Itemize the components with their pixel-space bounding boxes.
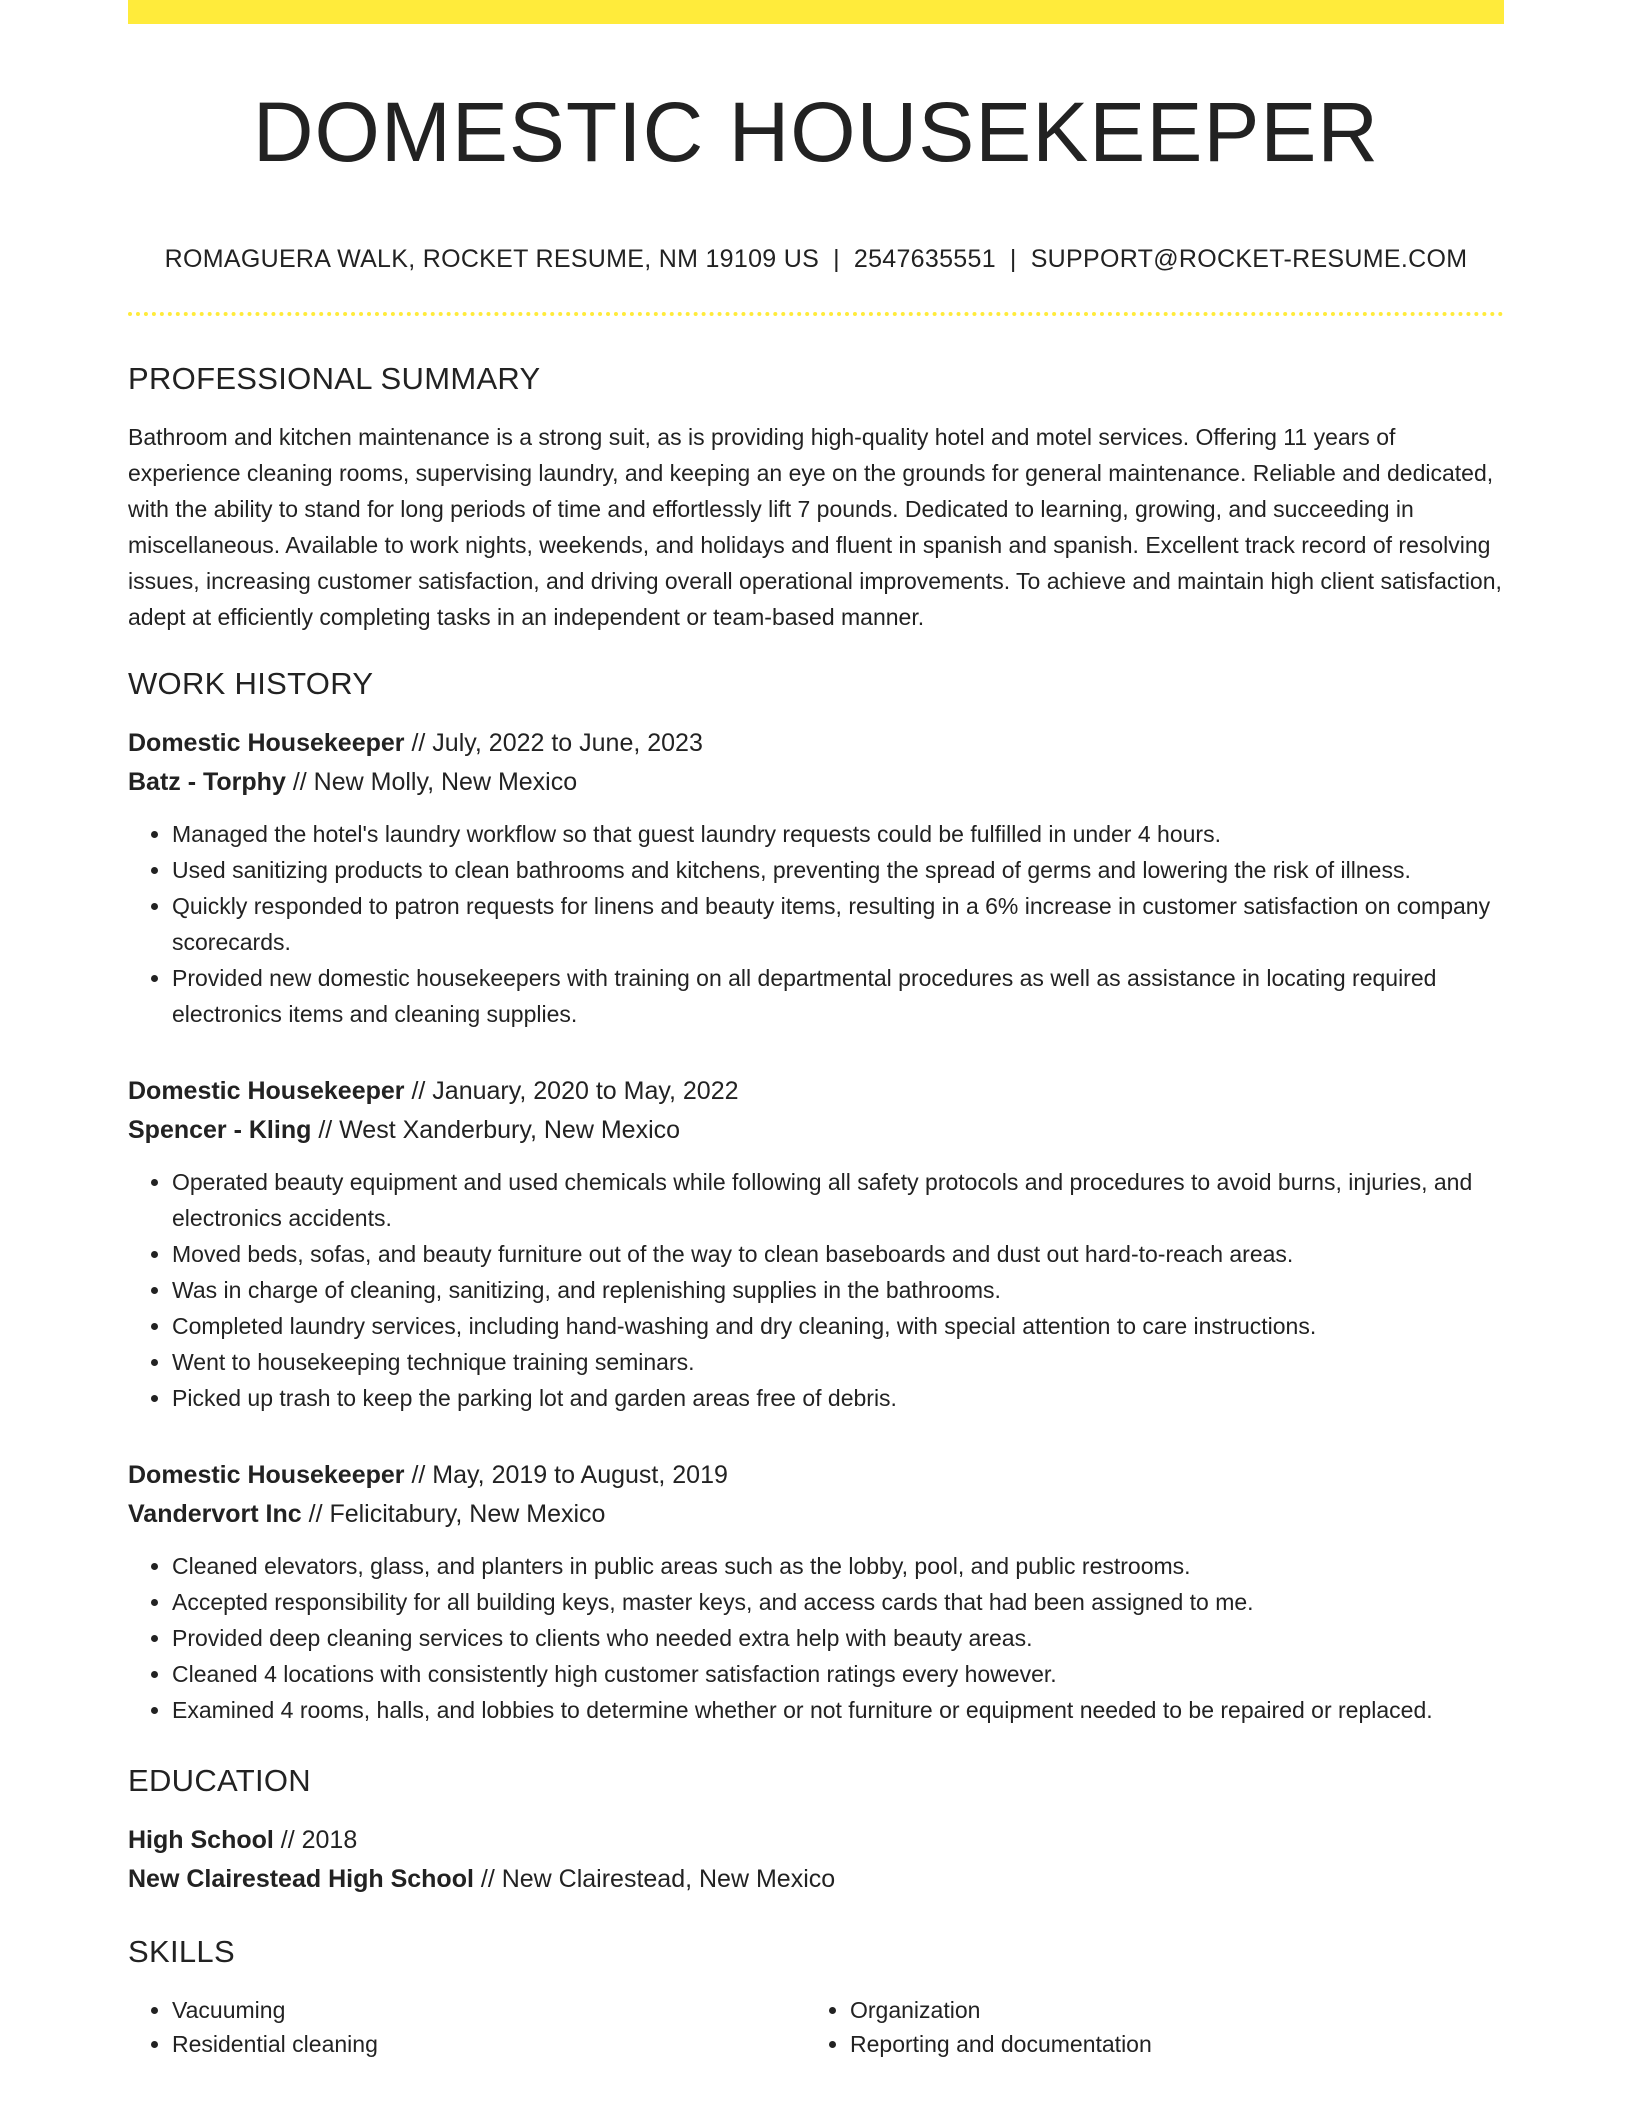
- job-company-line: [128, 1111, 1504, 1150]
- job-company: Spencer - Kling: [128, 1116, 312, 1145]
- job-location: // Felicitabury, New Mexico: [301, 1500, 606, 1529]
- job-title-line: [128, 724, 1504, 763]
- education-degree-line: [128, 1821, 1504, 1860]
- top-accent-bar: [128, 0, 1504, 24]
- skill-item: • Reporting and documentation: [850, 2027, 1484, 2061]
- education-location: // New Clairestead, New Mexico: [473, 1865, 836, 1894]
- job-bullet: • Quickly responded to patron requests for linens and beauty items, resulting in a 6% increase in customer satisfaction on company scorecards.: [172, 888, 1504, 960]
- education-degree: High School: [128, 1826, 274, 1855]
- job-company: Vandervort Inc: [128, 1500, 302, 1529]
- work-history-list: [128, 724, 1504, 1728]
- job-entry: [128, 1456, 1504, 1728]
- job-bullet: • Provided new domestic housekeepers with training on all departmental procedures as well as assistance in locating required electronics items and cleaning supplies.: [172, 960, 1504, 1032]
- job-role: Domestic Housekeeper: [128, 729, 405, 758]
- job-bullet: • Moved beds, sofas, and beauty furniture out of the way to clean baseboards and dust out hard-to-reach areas.: [172, 1236, 1504, 1272]
- skill-item: • Vacuuming: [172, 1993, 806, 2027]
- job-bullet: • Went to housekeeping technique training seminars.: [172, 1344, 1504, 1380]
- job-location: // West Xanderbury, New Mexico: [311, 1116, 681, 1145]
- job-title-line: [128, 1072, 1504, 1111]
- job-bullet: • Completed laundry services, including hand-washing and dry cleaning, with special attention to care instructions.: [172, 1308, 1504, 1344]
- resume-page: [128, 0, 1504, 2061]
- education-entry: [128, 1821, 1504, 1899]
- job-company-line: [128, 763, 1504, 802]
- contact-phone: 2547635551: [853, 244, 996, 273]
- education-school: New Clairestead High School: [128, 1865, 474, 1894]
- job-bullet: • Used sanitizing products to clean bathrooms and kitchens, preventing the spread of germs and lowering the risk of illness.: [172, 852, 1504, 888]
- job-entry: [128, 1072, 1504, 1416]
- education-year: // 2018: [273, 1826, 358, 1855]
- job-role: Domestic Housekeeper: [128, 1077, 405, 1106]
- contact-email: SUPPORT@ROCKET-RESUME.COM: [1030, 244, 1468, 273]
- job-company-line: [128, 1495, 1504, 1534]
- skill-item: • Organization: [850, 1993, 1484, 2027]
- education-school-line: [128, 1860, 1504, 1899]
- job-location: // New Molly, New Mexico: [285, 768, 578, 797]
- job-bullet: • Cleaned elevators, glass, and planters in public areas such as the lobby, pool, and public restrooms.: [172, 1548, 1504, 1584]
- summary-text: Bathroom and kitchen maintenance is a strong suit, as is providing high-quality hotel and motel services. Offering 11 years of experience cleaning rooms, supervising laundry, and keeping an eye on the grounds for general maintenance. Reliable and dedicated, with the ability to stand for long periods of time and effortlessly lift 7 pounds. Dedicated to learning, growing, and succeeding in miscellaneous. Available to work nights, weekends, and holidays and fluent in spanish and spanish. Excellent track record of resolving issues, increasing customer satisfaction, and driving overall operational improvements. To achieve and maintain high client satisfaction, adept at efficiently completing tasks in an independent or team-based manner.: [128, 423, 1502, 630]
- job-company: Batz - Torphy: [128, 768, 286, 797]
- job-role: Domestic Housekeeper: [128, 1461, 405, 1490]
- job-dates: // January, 2020 to May, 2022: [404, 1077, 739, 1106]
- job-bullet: • Cleaned 4 locations with consistently high customer satisfaction ratings every however.: [172, 1656, 1504, 1692]
- job-bullet: • Was in charge of cleaning, sanitizing, and replenishing supplies in the bathrooms.: [172, 1272, 1504, 1308]
- work-history-heading: WORK HISTORY: [128, 665, 374, 701]
- skills-left-list: [128, 1993, 806, 2061]
- job-dates: // July, 2022 to June, 2023: [404, 729, 703, 758]
- job-bullets: [128, 1548, 1504, 1728]
- summary-heading: PROFESSIONAL SUMMARY: [128, 360, 541, 396]
- skills-columns: [128, 1993, 1504, 2061]
- job-bullet: • Provided deep cleaning services to clients who needed extra help with beauty areas.: [172, 1620, 1504, 1656]
- skill-item: • Residential cleaning: [172, 2027, 806, 2061]
- job-bullets: [128, 816, 1504, 1032]
- skills-heading: SKILLS: [128, 1934, 235, 1970]
- job-title-line: [128, 1456, 1504, 1495]
- job-bullet: • Managed the hotel's laundry workflow so that guest laundry requests could be fulfilled in under 4 hours.: [172, 816, 1504, 852]
- candidate-name: DOMESTIC HOUSEKEEPER: [252, 85, 1380, 179]
- job-bullet: • Picked up trash to keep the parking lot and garden areas free of debris.: [172, 1380, 1504, 1416]
- job-entry: [128, 724, 1504, 1032]
- job-bullet: • Examined 4 rooms, halls, and lobbies to determine whether or not furniture or equipment needed to be repaired or replaced.: [172, 1692, 1504, 1728]
- contact-separator: |: [1009, 244, 1017, 273]
- job-bullet: • Accepted responsibility for all building keys, master keys, and access cards that had been assigned to me.: [172, 1584, 1504, 1620]
- skills-right-list: [806, 1993, 1484, 2061]
- contact-separator: |: [833, 244, 840, 273]
- job-dates: // May, 2019 to August, 2019: [404, 1461, 728, 1490]
- contact-address: ROMAGUERA WALK, ROCKET RESUME, NM 19109 US: [164, 244, 820, 273]
- job-bullet: • Operated beauty equipment and used chemicals while following all safety protocols and procedures to avoid burns, injuries, and electronics accidents.: [172, 1164, 1504, 1236]
- job-bullets: [128, 1164, 1504, 1416]
- header-divider: [128, 312, 1504, 316]
- education-heading: EDUCATION: [128, 1763, 311, 1799]
- contact-line: [128, 245, 1504, 274]
